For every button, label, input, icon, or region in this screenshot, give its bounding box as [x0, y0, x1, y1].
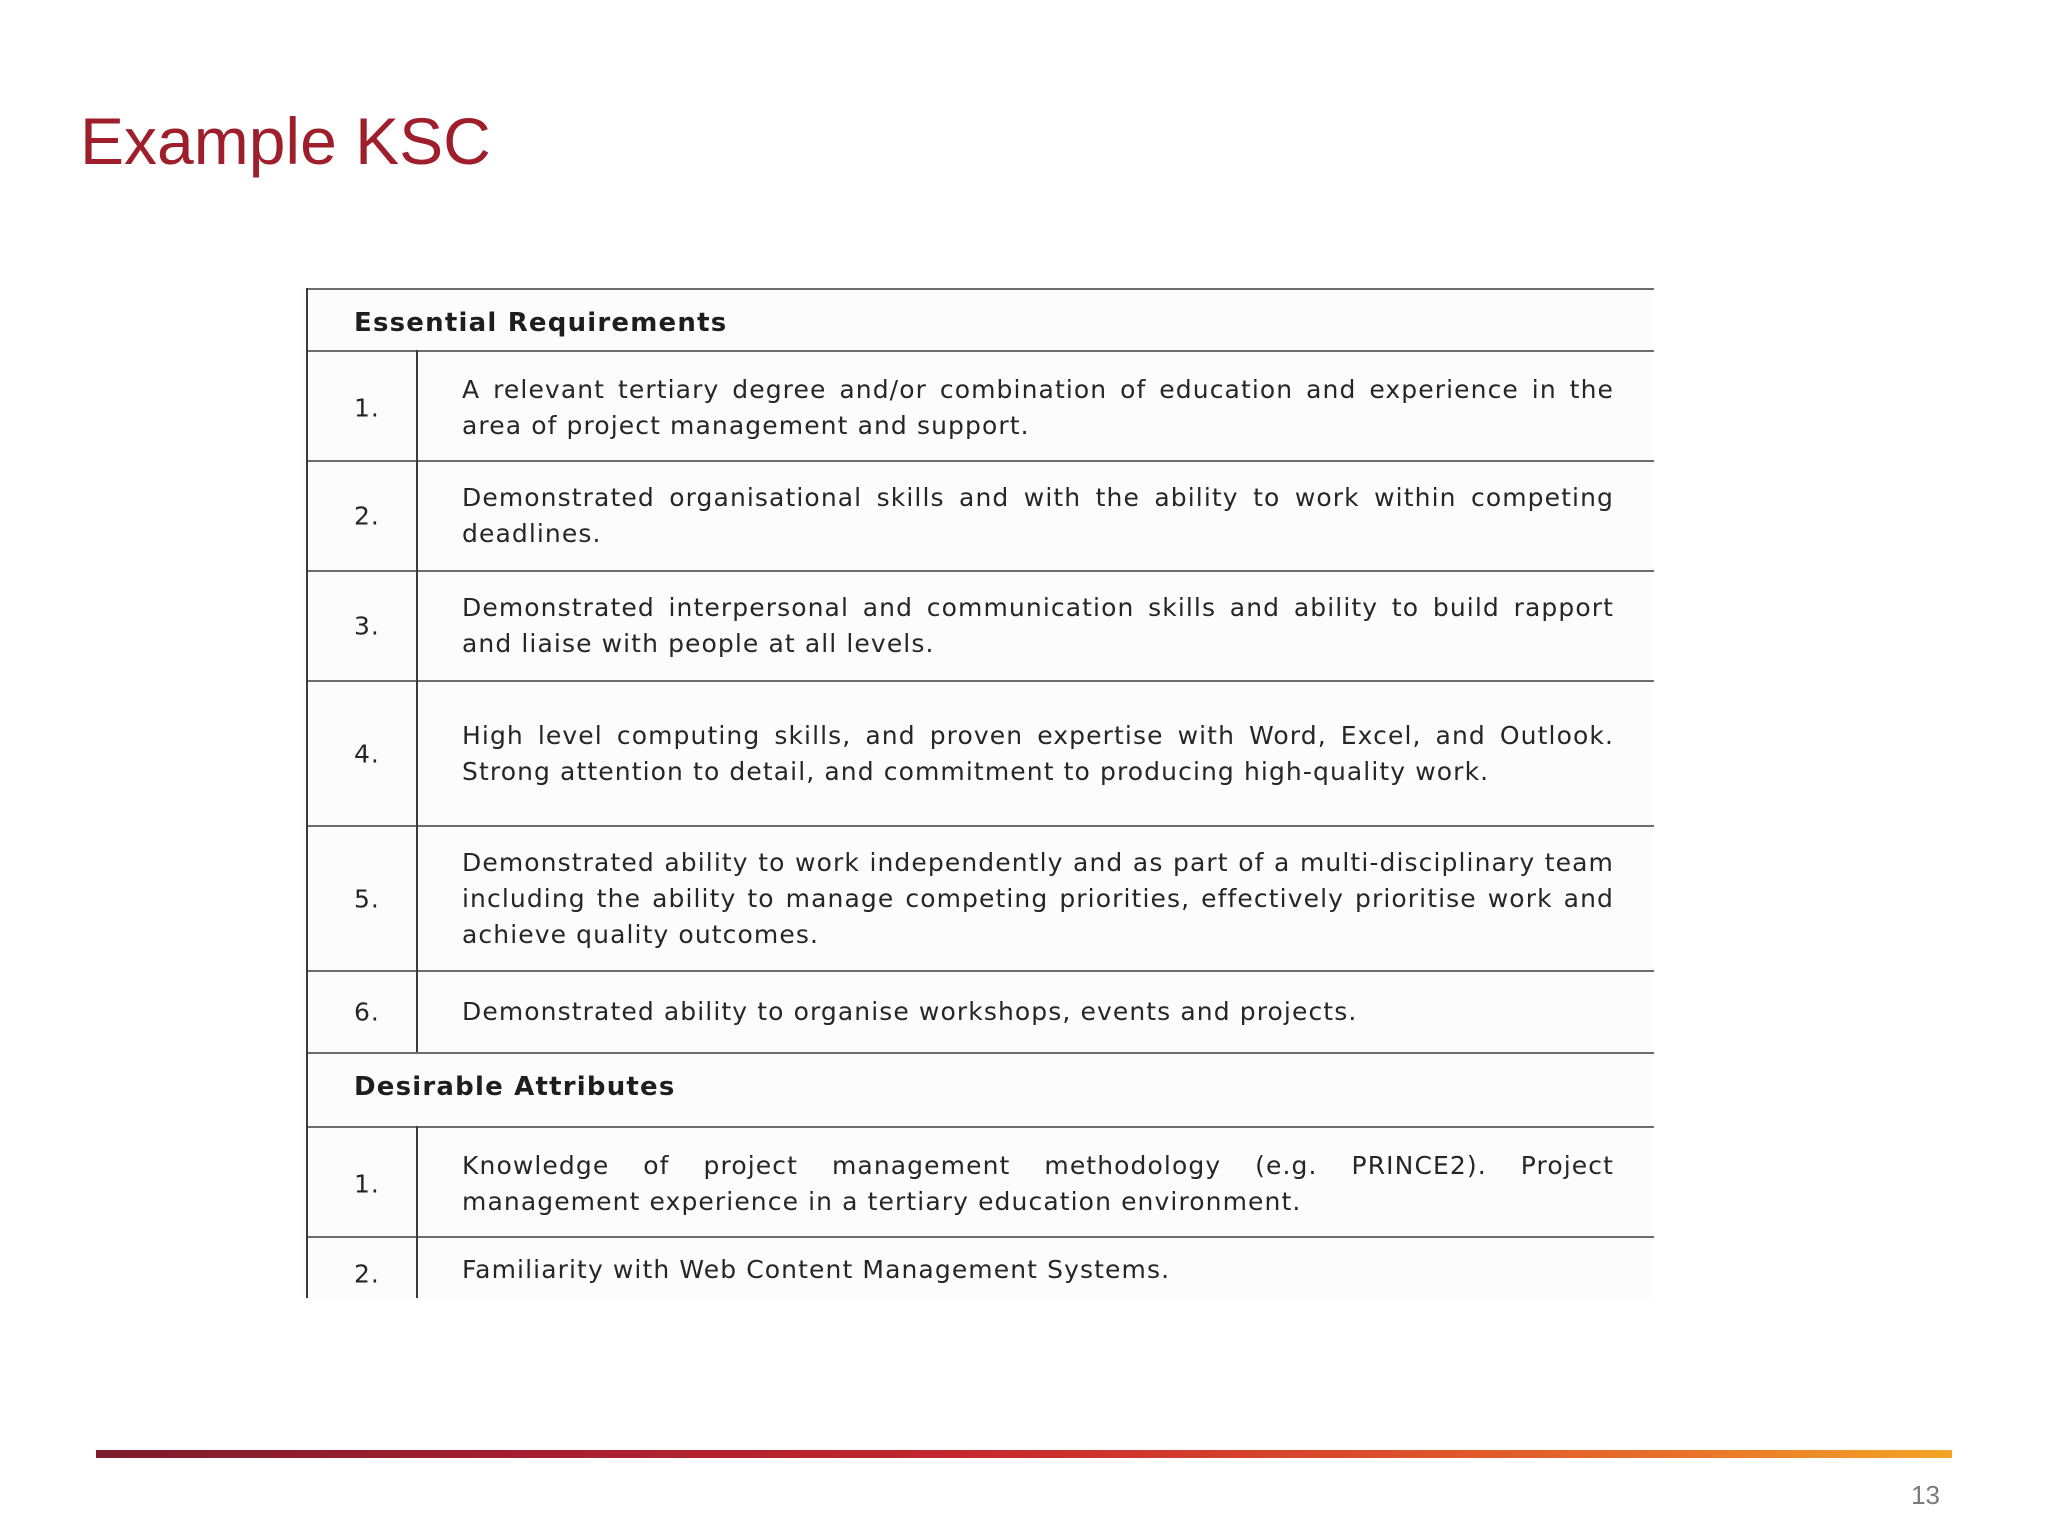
essential-item-text: A relevant tertiary degree and/or combination of education and experience in the area of project management and support.: [462, 375, 1614, 440]
essential-item-text: Demonstrated ability to work independently and as part of a multi-disciplinary team including the ability to manage competing priorities, effectively prioritise work and achieve quality outcomes.: [462, 848, 1614, 949]
essential-item-number: 3.: [354, 611, 380, 641]
table-rule: [308, 1126, 1654, 1128]
essential-item-text: Demonstrated organisational skills and with the ability to work within competing deadlines.: [462, 483, 1614, 548]
footer-gradient-rule: [96, 1450, 1952, 1458]
page-number: 13: [1911, 1480, 1940, 1510]
table-column-divider: [416, 350, 418, 1052]
essential-item-text: Demonstrated interpersonal and communication skills and ability to build rapport and liaise with people at all levels.: [462, 593, 1614, 658]
essential-item-number: 2.: [354, 501, 380, 531]
table-rule: [308, 350, 1654, 352]
essential-item-number: 6.: [354, 997, 380, 1027]
essential-requirements-heading: Essential Requirements: [354, 308, 728, 338]
table-rule: [308, 570, 1654, 572]
table-left-border: [306, 288, 308, 1298]
essential-item-text: High level computing skills, and proven expertise with Word, Excel, and Outlook. Strong attention to detail, and commitment to producing high-quality work.: [462, 721, 1614, 786]
desirable-item-number: 1.: [354, 1169, 380, 1199]
desirable-item-number: 2.: [354, 1259, 380, 1289]
desirable-item-text: Knowledge of project management methodology (e.g. PRINCE2). Project management experience in a tertiary education environment.: [462, 1151, 1614, 1216]
slide-title: Example KSC: [80, 104, 491, 178]
ksc-document-image: [302, 288, 1654, 1298]
essential-item-number: 5.: [354, 884, 380, 914]
desirable-attributes-heading: Desirable Attributes: [354, 1072, 676, 1102]
table-rule: [308, 825, 1654, 827]
desirable-item-text: Familiarity with Web Content Management Systems.: [462, 1255, 1171, 1284]
table-rule: [308, 1236, 1654, 1238]
table-column-divider: [416, 1126, 418, 1298]
table-rule: [308, 288, 1654, 290]
essential-item-number: 4.: [354, 739, 380, 769]
table-rule: [308, 970, 1654, 972]
table-rule: [308, 1052, 1654, 1054]
table-rule: [308, 460, 1654, 462]
essential-item-text: Demonstrated ability to organise workshops, events and projects.: [462, 997, 1358, 1026]
essential-item-number: 1.: [354, 393, 380, 423]
table-rule: [308, 680, 1654, 682]
